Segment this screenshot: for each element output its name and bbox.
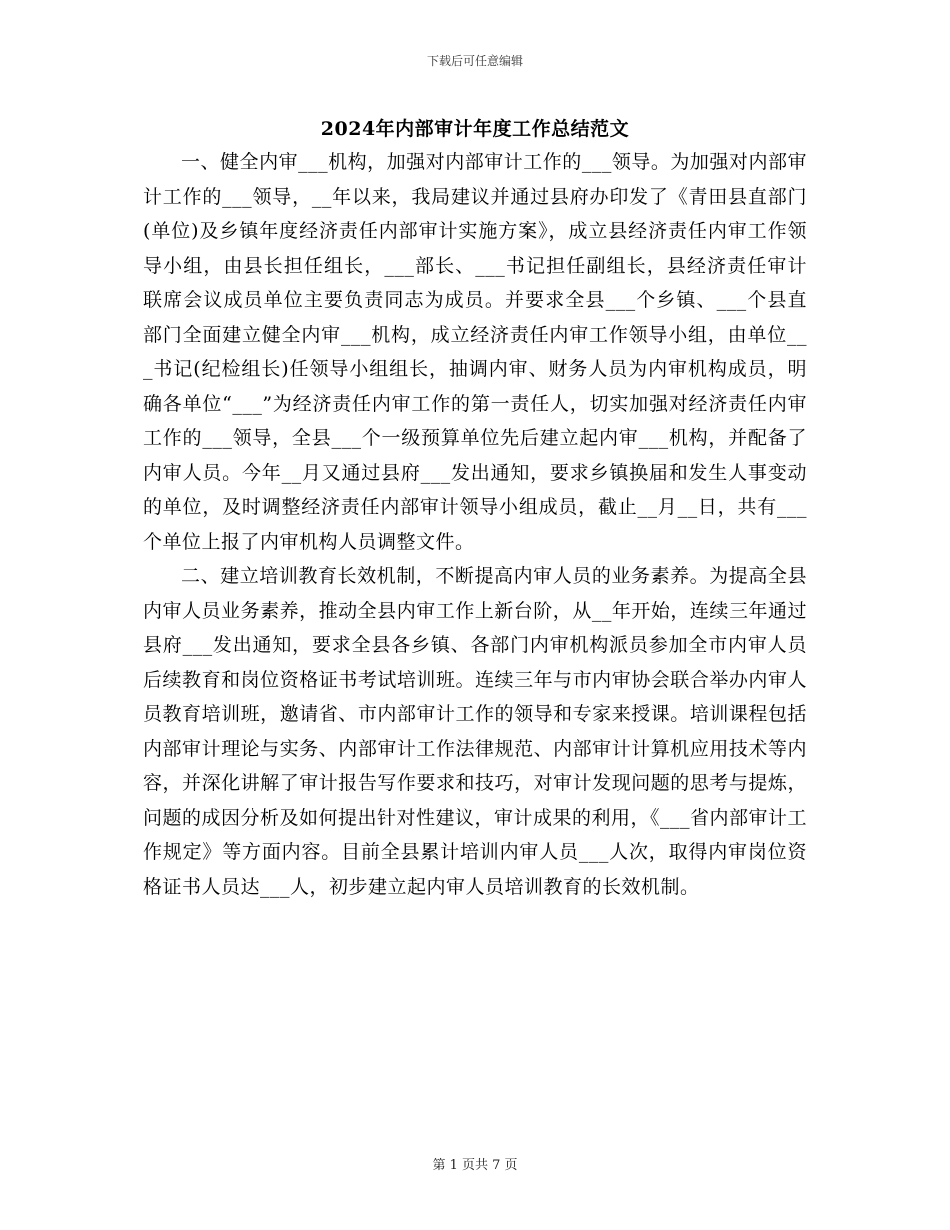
document-title: 2024年内部审计年度工作总结范文 — [320, 118, 630, 140]
document-body — [143, 145, 807, 904]
paragraph-2: 二、建立培训教育长效机制，不断提高内审人员的业务素养。为提高全县内审人员业务素养，推动全县内审工作上新台阶，从__年开始，连续三年通过县府___发出通知，要求全县各乡镇、各部门内审机构派员参加全市内审人员后续教育和岗位资格证书考试培训班。连续三年与市内审协会联合举办内审人员教育培训班，邀请省、市内部审计工作的领导和专家来授课。培训课程包括内部审计理论与实务、内部审计工作法律规范、内部审计计算机应用技术等内容，并深化讲解了审计报告写作要求和技巧，对审计发现问题的思考与提炼，问题的成因分析及如何提出针对性建议，审计成果的利用，《___省内部审计工作规定》等方面内容。目前全县累计培训内审人员___人次，取得内审岗位资格证书人员达___人，初步建立起内审人员培训教育的长效机制。 — [143, 565, 808, 898]
paragraph-1: 一、健全内审___机构，加强对内部审计工作的___领导。为加强对内部审计工作的___领导，__年以来，我局建议并通过县府办印发了《青田县直部门(单位)及乡镇年度经济责任内部审计实施方案》，成立县经济责任内审工作领导小组，由县长担任组长，___部长、___书记担任副组长，县经济责任审计联席会议成员单位主要负责同志为成员。并要求全县___个乡镇、___个县直部门全面建立健全内审___机构，成立经济责任内审工作领导小组，由单位___书记(纪检组长)任领导小组组长，抽调内审、财务人员为内审机构成员，明确各单位“___”为经济责任内审工作的第一责任人，切实加强对经济责任内审工作的___领导，全县___个一级预算单位先后建立起内审___机构，并配备了内审人员。今年__月又通过县府___发出通知，要求乡镇换届和发生人事变动的单位，及时调整经济责任内部审计领导小组成员，截止__月__日，共有___个单位上报了内审机构人员调整文件。 — [143, 151, 807, 553]
page-header-note: 下载后可任意编辑 — [426, 54, 523, 68]
page-number: 第 1 页共 7 页 — [432, 1158, 518, 1173]
